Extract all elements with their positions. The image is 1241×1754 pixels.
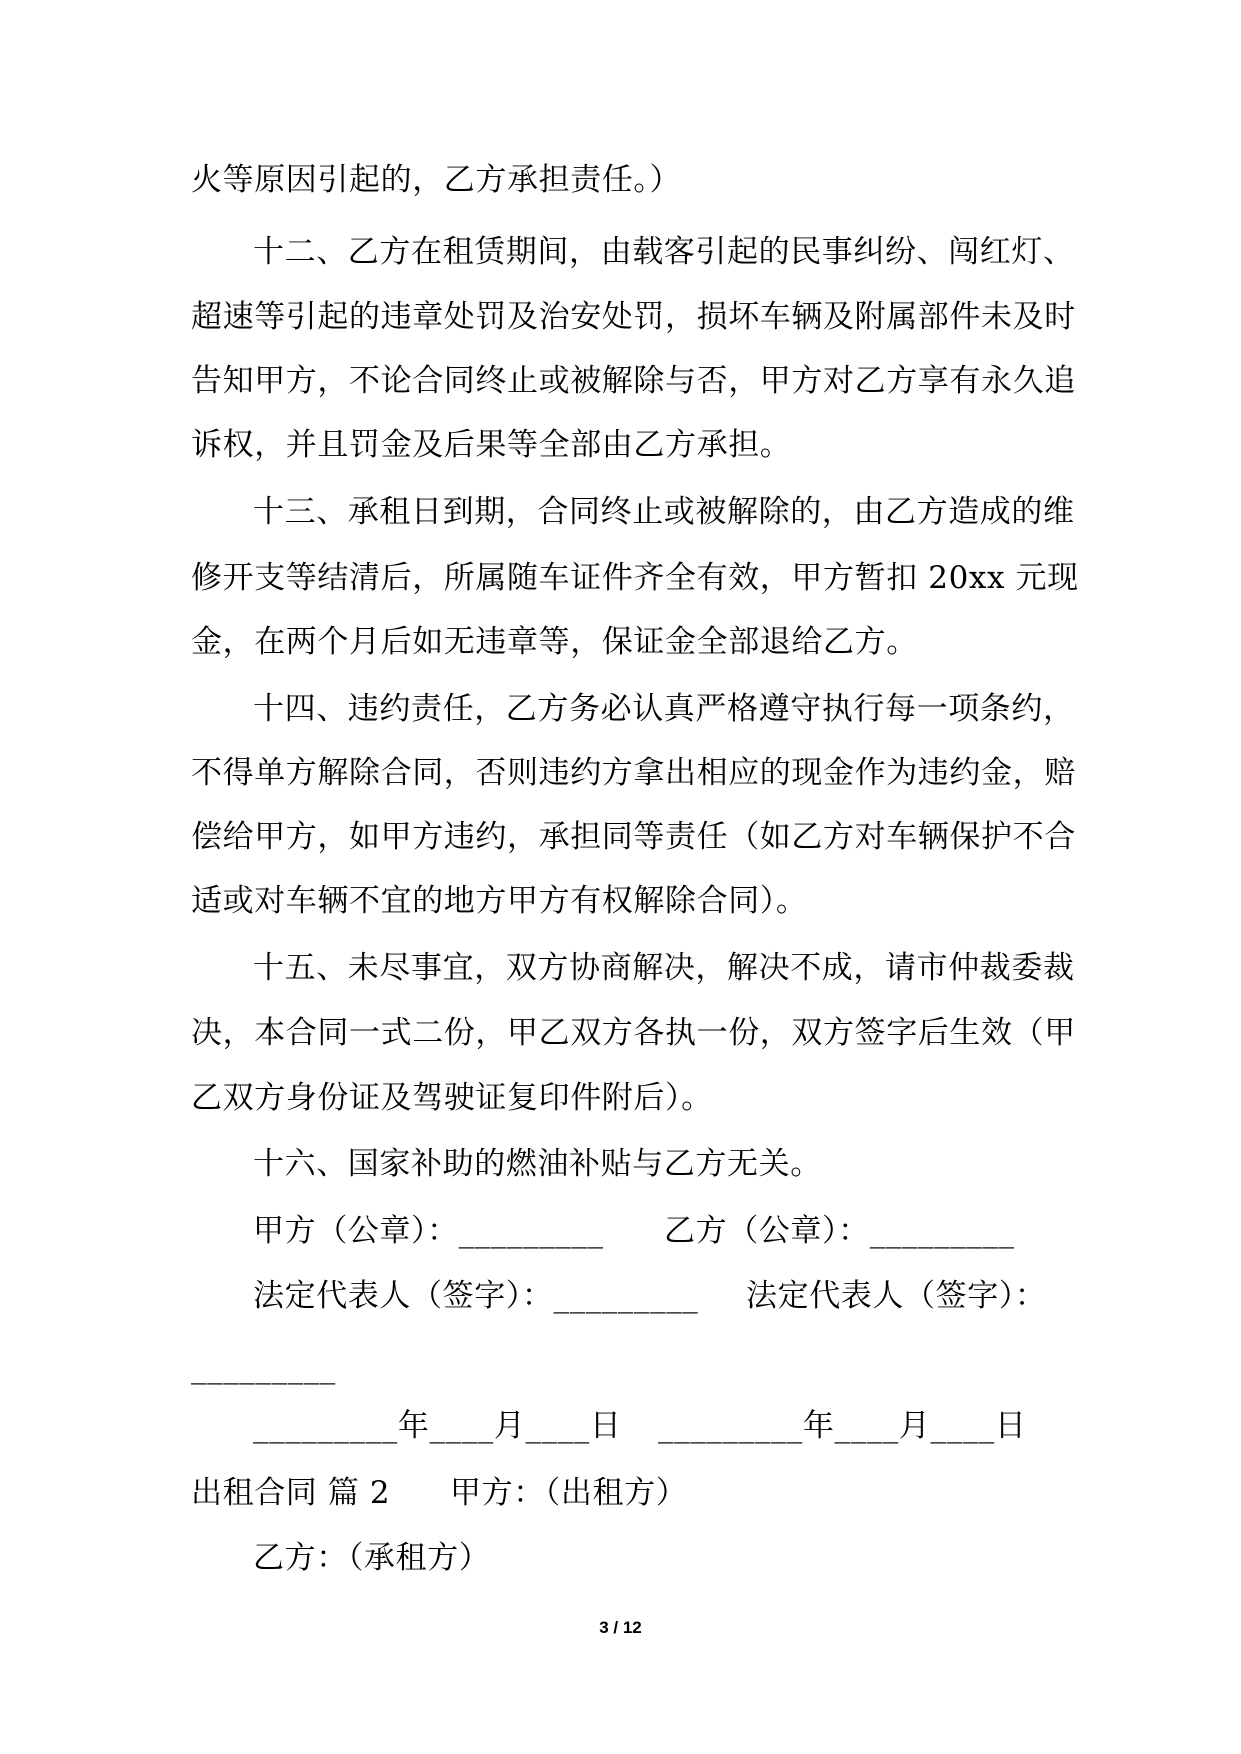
text-line: 不得单方解除合同，否则违约方拿出相应的现金作为违约金，赔 [191, 755, 1076, 791]
party-a-seal-field: 甲方（公章）：_________ [253, 1213, 604, 1249]
text-line: 修开支等结清后，所属随车证件齐全有效，甲方暂扣 20xx 元现 [191, 560, 1079, 596]
clause-13-line: 十三、承租日到期，合同终止或被解除的，由乙方造成的维 [253, 494, 1075, 530]
party-b-representative-blank: _________ [191, 1349, 336, 1385]
party-b-seal-field: 乙方（公章）：_________ [664, 1213, 1015, 1249]
text-line: 决，本合同一式二份，甲乙双方各执一份，双方签字后生效（甲 [191, 1015, 1076, 1051]
next-contract-party-b: 乙方：（承租方） [253, 1540, 491, 1576]
text-line: 告知甲方，不论合同终止或被解除与否，甲方对乙方享有永久追 [191, 363, 1076, 399]
clause-16-line: 十六、国家补助的燃油补贴与乙方无关。 [253, 1146, 822, 1182]
clause-14-line: 十四、违约责任，乙方务必认真严格遵守执行每一项条约， [253, 691, 1075, 727]
text-line: 金，在两个月后如无违章等，保证金全部退给乙方。 [191, 624, 918, 660]
next-contract-title: 出租合同 篇 2 [191, 1475, 391, 1511]
party-b-date-field: _________年____月____日 [658, 1408, 1027, 1444]
next-contract-party-a: 甲方：（出租方） [450, 1475, 688, 1511]
text-line: 超速等引起的违章处罚及治安处罚，损坏车辆及附属部件未及时 [191, 299, 1076, 335]
page-number: 3 / 12 [599, 1618, 642, 1637]
party-a-date-field: _________年____月____日 [253, 1408, 622, 1444]
text-line: 火等原因引起的，乙方承担责任。） [191, 162, 682, 198]
text-line: 乙双方身份证及驾驶证复印件附后）。 [191, 1080, 713, 1116]
text-line: 适或对车辆不宜的地方甲方有权解除合同）。 [191, 883, 808, 919]
text-line: 诉权，并且罚金及后果等全部由乙方承担。 [191, 427, 792, 463]
party-b-representative-label: 法定代表人（签字）： [746, 1278, 1047, 1314]
text-line: 偿给甲方，如甲方违约，承担同等责任（如乙方对车辆保护不合 [191, 819, 1076, 855]
clause-15-line: 十五、未尽事宜，双方协商解决，解决不成，请市仲裁委裁 [253, 950, 1075, 986]
clause-12-line: 十二、乙方在租赁期间，由载客引起的民事纠纷、闯红灯、 [253, 234, 1075, 270]
party-a-representative-field: 法定代表人（签字）：_________ [253, 1278, 699, 1314]
